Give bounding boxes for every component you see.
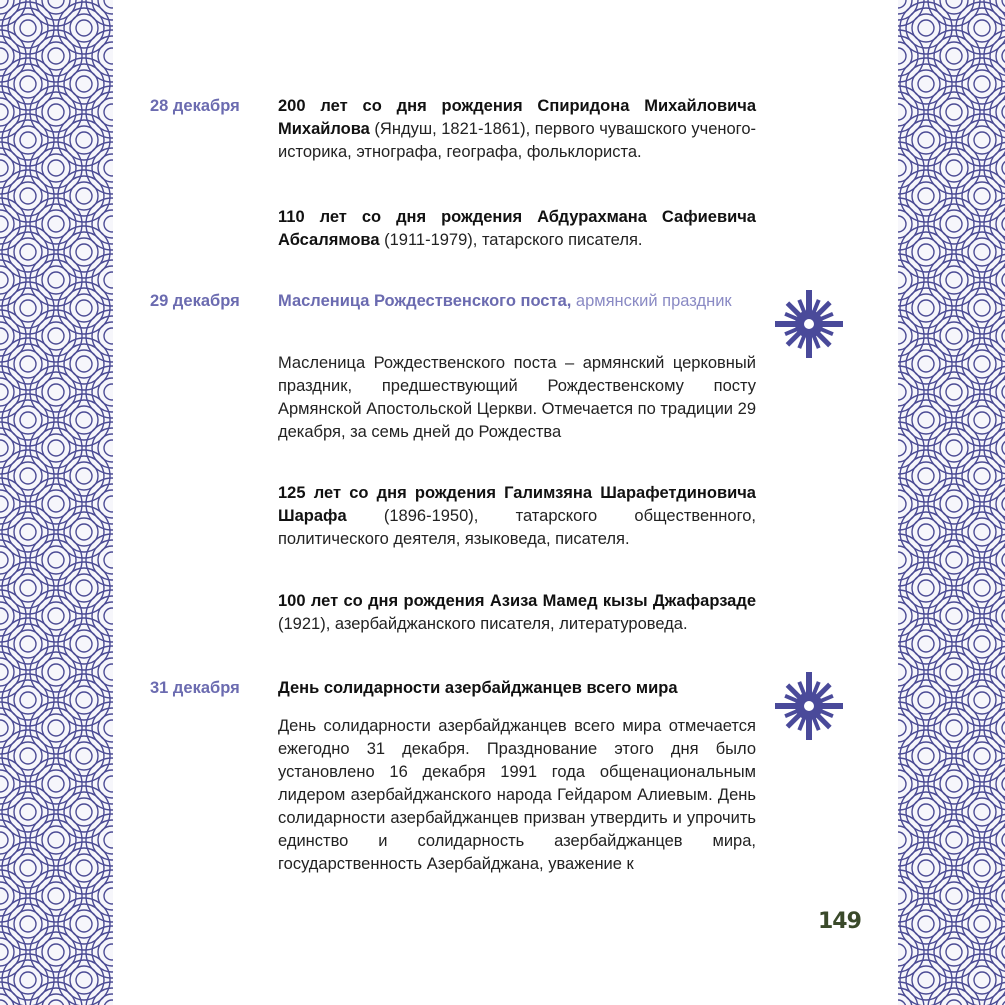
headline-subtitle: армянский праздник <box>571 292 732 310</box>
entry-item-bold: 100 лет со дня рождения Азиза Мамед кызы Джафарзаде <box>278 592 756 610</box>
entry-item <box>278 95 756 164</box>
entry-item-bold: 200 лет со дня рождения Спиридона Михайловича Михайлова <box>278 97 756 138</box>
entry-item <box>278 482 756 551</box>
decorative-pattern-right <box>898 0 1005 1005</box>
entry-date: 31 декабря <box>150 679 240 697</box>
headline-title: Масленица Рождественского поста, <box>278 292 572 310</box>
entry-headline <box>278 290 756 313</box>
entry-item-rest: (1911-1979), татарского писателя. <box>379 231 643 249</box>
entry-date: 28 декабря <box>150 97 240 115</box>
entry-paragraph: Масленица Рождественского поста – армянский церковный праздник, предшествующий Рождественскому посту Армянской Апостольской Церкви. Отмечается по традиции 29 декабря, за семь дней до Рождества <box>278 354 756 441</box>
entry-headline <box>278 677 756 700</box>
page-number: 149 <box>818 909 861 934</box>
pattern-svg-right <box>898 0 1005 1005</box>
holiday-emblem-icon <box>773 670 845 742</box>
headline-bold: День солидарности азербайджанцев всего мира <box>278 679 678 697</box>
pattern-svg-left <box>0 0 113 1005</box>
entry-item <box>278 206 756 252</box>
decorative-pattern-left <box>0 0 113 1005</box>
holiday-emblem-icon <box>773 288 845 360</box>
entry-date: 29 декабря <box>150 292 240 310</box>
entry-item <box>278 590 756 636</box>
entry-item-bold: 125 лет со дня рождения Галимзяна Шарафетдиновича Шарафа <box>278 484 756 525</box>
entry-item-rest: (Яндуш, 1821-1861), первого чувашского ученого-историка, этнографа, географа, фольклориста. <box>278 120 756 161</box>
entry-item-rest: (1896-1950), татарского общественного, политического деятеля, языковеда, писателя. <box>278 507 756 548</box>
entry-item-rest: (1921), азербайджанского писателя, литературоведа. <box>278 615 688 633</box>
entry-paragraph: День солидарности азербайджанцев всего мира отмечается ежегодно 31 декабря. Празднование этого дня было установлено 16 декабря 1991 года общенациональным лидером азербайджанского народа Гейдаром Алиевым. День солидарности азербайджанцев призван утвердить и упрочить единство и солидарность азербайджанцев мира, государственность Азербайджана, уважение к <box>278 717 756 873</box>
entry-item-bold: 110 лет со дня рождения Абдурахмана Сафиевича Абсалямова <box>278 208 756 249</box>
